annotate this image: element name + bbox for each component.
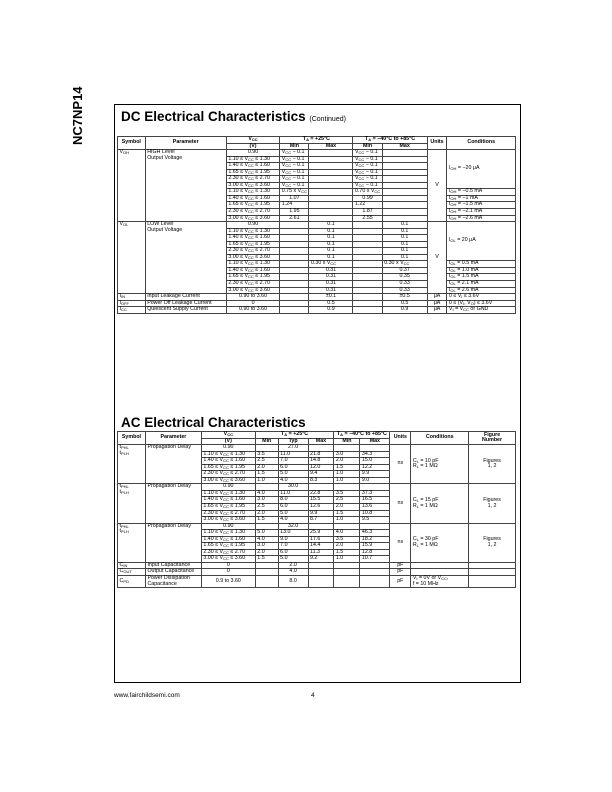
table-cell: 2.61 xyxy=(280,215,309,222)
table-cell: $1.40 \le V_{CC} \le 1.60$ xyxy=(201,497,255,504)
table-cell: 0.5 xyxy=(309,300,353,307)
table-cell: 18.2 xyxy=(360,536,390,543)
dc-section-title: DC Electrical Characteristics (Continued) xyxy=(121,109,346,124)
table-cell: 3.5 xyxy=(255,451,278,458)
table-cell: 8.0 xyxy=(278,497,308,504)
table-cell: $V_{CC} - 0.1$ xyxy=(353,163,382,170)
table-cell: $1.65 \le V_{CC} \le 1.95$ xyxy=(201,543,255,550)
table-cell: $1.40 \le V_{CC} \le 1.60$ xyxy=(226,163,279,170)
table-cell: 1.22 xyxy=(353,202,382,209)
table-cell: $1.10 \le V_{CC} \le 1.30$ xyxy=(226,156,279,163)
table-cell: 9.5 xyxy=(360,517,390,524)
table-cell: 11.0 xyxy=(278,451,308,458)
table-cell: 14.8 xyxy=(308,458,334,465)
ac-group-0-figures: Figures 1, 2 xyxy=(469,445,516,484)
table-cell: 0.9 xyxy=(309,307,353,314)
ac-header-min: Min xyxy=(334,438,360,445)
table-cell: $V_{CC} - 0.1$ xyxy=(353,169,382,176)
table-cell: μA xyxy=(427,294,447,301)
table-cell: 4.0 xyxy=(334,530,360,537)
ac-header-taext: $T_A = -40^\circ C$ to +85°C xyxy=(334,432,390,439)
table-cell: $3.00 \le V_{CC} \le 3.60$ xyxy=(226,254,279,261)
table-cell: 0.30 x $V_{CC}$ xyxy=(382,261,427,268)
table-cell: 2.5 xyxy=(255,504,278,511)
table-cell: 9.9 xyxy=(308,510,334,517)
table-cell: $V_{CC} - 0.1$ xyxy=(280,176,309,183)
ac-header-conditions: Conditions xyxy=(411,432,469,445)
ac-header-figure: Figure Number xyxy=(469,432,516,445)
table-cell: 0.90 xyxy=(226,222,279,229)
vol-unit: V xyxy=(427,222,447,294)
table-cell: 1.5 xyxy=(334,510,360,517)
table-cell: 12.2 xyxy=(360,464,390,471)
table-cell: $1.65 \le V_{CC} \le 1.95$ xyxy=(201,464,255,471)
table-cell: 0.1 xyxy=(309,222,353,229)
ac-header-min: Min xyxy=(255,438,278,445)
table-cell: 1.5 xyxy=(255,556,278,563)
table-cell: $2.30 \le V_{CC} \le 2.70$ xyxy=(201,510,255,517)
footer-url[interactable]: www.fairchildsemi.com xyxy=(114,692,180,699)
table-cell: 2.0 xyxy=(334,543,360,550)
table-cell: 0.1 xyxy=(382,241,427,248)
table-cell: 0.70 x $V_{CC}$ xyxy=(354,188,381,195)
ac-header-max: Max xyxy=(360,438,390,445)
table-cell: 15.0 xyxy=(360,458,390,465)
table-cell: 0.37 xyxy=(382,267,427,274)
ac-group-1-unit: ns xyxy=(390,484,411,523)
table-cell: 1.87 xyxy=(353,209,382,216)
table-cell: 0.90 to 3.60 xyxy=(226,307,279,314)
table-cell: 1.0 xyxy=(255,477,278,484)
table-cell: 0.1 xyxy=(309,235,353,242)
table-cell: 3.0 xyxy=(255,497,278,504)
table-cell: ±0.1 xyxy=(309,294,353,301)
table-cell: 0.5 xyxy=(382,300,427,307)
table-cell: $1.65 \le V_{CC} \le 1.95$ xyxy=(226,274,279,281)
table-cell: 0.1 xyxy=(382,248,427,255)
table-cell: $2.30 \le V_{CC} \le 2.70$ xyxy=(226,281,279,288)
table-cell: 32.0 xyxy=(278,523,308,530)
table-cell: $0 \le (V_I$, $V_O) \le 3.6V$ xyxy=(447,300,516,307)
table-cell: 0.1 xyxy=(309,248,353,255)
table-cell: 0.1 xyxy=(309,228,353,235)
table-cell: 0.90 xyxy=(201,484,255,491)
table-cell: $V_{CC} - 0.1$ xyxy=(280,163,309,170)
table-cell: 0.1 xyxy=(309,254,353,261)
table-cell: 1.0 xyxy=(334,556,360,563)
table-cell: 2.5 xyxy=(255,458,278,465)
vol-parameter: LOW Level Output Voltage xyxy=(145,222,226,294)
table-cell: $1.40 \le V_{CC} \le 1.60$ xyxy=(226,195,279,202)
ac-header-max: Max xyxy=(308,438,334,445)
table-cell: 1.5 xyxy=(255,471,278,478)
table-cell: 4.0 xyxy=(255,536,278,543)
voh-parameter: HIGH Level Output Voltage xyxy=(145,150,226,222)
table-cell: 3.0 xyxy=(334,451,360,458)
table-cell: $0 \le V_I \le 3.6V$ xyxy=(447,294,516,301)
cin-parameter: Input Capacitance xyxy=(145,562,201,569)
ac-header-ta25: $T_A = +25^\circ C$ xyxy=(255,432,334,439)
cpd-parameter: Power Dissipation Capacitance xyxy=(145,576,201,588)
table-cell: 1.0 xyxy=(334,517,360,524)
table-cell: $3.00 \le V_{CC} \le 3.60$ xyxy=(201,556,255,563)
table-cell: 1.24 xyxy=(280,202,309,209)
table-cell: $2.30 \le V_{CC} \le 2.70$ xyxy=(201,549,255,556)
table-cell: 1.0 xyxy=(334,471,360,478)
table-cell: 9.2 xyxy=(308,556,334,563)
table-cell: μA xyxy=(427,307,447,314)
dc-header-min: Min xyxy=(353,143,382,150)
table-cell: pF xyxy=(390,576,411,588)
table-cell: 17.6 xyxy=(308,536,334,543)
cin-symbol: $C_{IN}$ xyxy=(118,562,146,569)
table-cell: $I_{OH} = -0.5$ mA xyxy=(447,189,516,196)
table-cell: $V_{CC} - 0.1$ xyxy=(353,182,382,189)
table-cell: 9.4 xyxy=(308,471,334,478)
table-cell: 1.5 xyxy=(255,517,278,524)
ac-header-typ: Typ xyxy=(278,438,308,445)
table-cell: 0.90 xyxy=(201,445,255,452)
voh-condition-group: $I_{OH} = -20$ μA xyxy=(447,150,516,189)
table-cell: $V_{CC} - 0.1$ xyxy=(353,156,382,163)
table-cell: 0.31 xyxy=(309,281,353,288)
table-cell: $V_{CC} - 0.1$ xyxy=(280,182,309,189)
table-cell: 13.0 xyxy=(278,530,308,537)
table-cell: 9.0 xyxy=(278,536,308,543)
table-cell: 15.9 xyxy=(360,543,390,550)
table-cell: 0.33 xyxy=(382,287,427,294)
table-cell: 0.1 xyxy=(382,254,427,261)
page-number: 4 xyxy=(311,692,315,699)
ac-group-0-parameter: Propagation Delay xyxy=(145,445,201,484)
table-cell: 0.75 x $V_{CC}$ xyxy=(281,188,307,195)
ac-header-units: Units xyxy=(390,432,411,445)
table-cell: 16.5 xyxy=(360,497,390,504)
ac-section-title: AC Electrical Characteristics xyxy=(121,415,306,430)
part-number-side-title: NC7NP14 xyxy=(70,86,85,145)
table-cell: $I_{OH} = -1.5$ mA xyxy=(447,202,516,209)
table-cell: $1.65 \le V_{CC} \le 1.95$ xyxy=(201,504,255,511)
table-cell: 0.1 xyxy=(309,241,353,248)
ac-group-0-conditions: $C_L = 10$ pF $R_L = 1$ MΩ xyxy=(411,445,469,484)
table-cell: 1.5 xyxy=(334,549,360,556)
iin-symbol: $I_{IN}$ xyxy=(118,294,146,301)
table-cell: 27.0 xyxy=(278,445,308,452)
dc-header-max: Max xyxy=(382,143,427,150)
table-cell: 15.5 xyxy=(308,497,334,504)
table-cell: 2.0 xyxy=(255,549,278,556)
table-cell: 0 xyxy=(226,300,279,307)
table-cell: $V_{CC} - 0.1$ xyxy=(280,150,309,157)
table-cell: $2.30 \le V_{CC} \le 2.70$ xyxy=(226,176,279,183)
table-cell: 2.0 xyxy=(255,510,278,517)
table-cell: $V_{CC} - 0.1$ xyxy=(353,150,382,157)
table-cell: 6.0 xyxy=(278,464,308,471)
table-cell: $I_{OL} = 1.0$ mA xyxy=(447,267,516,274)
dc-header-units: Units xyxy=(427,137,447,150)
table-cell: 0.1 xyxy=(382,235,427,242)
table-cell: 2.55 xyxy=(353,215,382,222)
ioff-parameter: Power Off Leakage Current xyxy=(145,300,226,307)
table-cell: 11.0 xyxy=(278,490,308,497)
table-cell: $V_{CC} - 0.1$ xyxy=(280,169,309,176)
ac-group-1-figures: Figures 1, 2 xyxy=(469,484,516,523)
vol-condition-group: $I_{OL} = 20$ μA xyxy=(447,222,516,261)
table-cell: $3.00 \le V_{CC} \le 3.60$ xyxy=(226,287,279,294)
iin-parameter: Input Leakage Current xyxy=(145,294,226,301)
table-cell: $1.10 \le V_{CC} \le 1.30$ xyxy=(201,451,255,458)
table-cell: $V_I = V_{CC}$ or GND xyxy=(447,307,516,314)
table-cell: 12.6 xyxy=(308,504,334,511)
table-cell: μA xyxy=(427,300,447,307)
table-cell: 0.31 xyxy=(309,287,353,294)
dc-characteristics-table xyxy=(117,136,516,314)
dc-header-parameter: Parameter xyxy=(145,137,226,150)
table-cell: 34.3 xyxy=(360,451,390,458)
dc-header-vcc-unit: (V) xyxy=(226,143,279,150)
table-cell: $1.10 \le V_{CC} \le 1.30$ xyxy=(226,189,279,196)
cout-parameter: Output Capacitance xyxy=(145,569,201,576)
table-cell: 6.0 xyxy=(278,504,308,511)
table-cell: $I_{OH} = -2.1$ mA xyxy=(447,209,516,216)
dc-header-vcc: $V_{CC}$ xyxy=(226,137,279,144)
table-cell: 0.1 xyxy=(382,228,427,235)
table-cell: $I_{OL} = 1.5$ mA xyxy=(447,274,516,281)
table-cell: 10.7 xyxy=(360,556,390,563)
table-cell: 0.9 to 3.60 xyxy=(201,576,255,588)
table-cell: ±0.5 xyxy=(382,294,427,301)
ac-group-0-unit: ns xyxy=(390,445,411,484)
table-cell: 25.9 xyxy=(308,530,334,537)
table-cell: 0 xyxy=(201,569,255,576)
table-cell: $1.10 \le V_{CC} \le 1.30$ xyxy=(226,228,279,235)
table-cell: $3.00 \le V_{CC} \le 3.60$ xyxy=(226,215,279,222)
table-cell: pF xyxy=(390,562,411,569)
table-cell: 1.07 xyxy=(280,195,309,202)
table-cell: $1.65 \le V_{CC} \le 1.95$ xyxy=(226,202,279,209)
table-cell: $I_{OL} = 0.5$ mA xyxy=(447,261,516,268)
ac-group-2-figures: Figures 1, 2 xyxy=(469,523,516,562)
cout-symbol: $C_{OUT}$ xyxy=(118,569,146,576)
table-cell: $1.65 \le V_{CC} \le 1.95$ xyxy=(226,169,279,176)
table-cell: 10.8 xyxy=(360,510,390,517)
table-cell: 2.5 xyxy=(334,497,360,504)
table-cell: 1.5 xyxy=(334,464,360,471)
table-cell: pF xyxy=(390,569,411,576)
table-cell: 6.0 xyxy=(278,549,308,556)
table-cell: 5.0 xyxy=(255,530,278,537)
table-cell: 7.0 xyxy=(278,543,308,550)
ac-group-1-symbol: $t_{PHL}$ $t_{PLH}$ xyxy=(118,484,146,523)
table-cell: 0.90 to 3.60 xyxy=(226,294,279,301)
table-cell: 0.9 xyxy=(382,307,427,314)
icc-symbol: $I_{CC}$ xyxy=(118,307,146,314)
table-cell: 0.99 xyxy=(353,195,382,202)
table-cell: $1.40 \le V_{CC} \le 1.60$ xyxy=(201,536,255,543)
ac-group-2-parameter: Propagation Delay xyxy=(145,523,201,562)
ac-group-2-unit: ns xyxy=(390,523,411,562)
table-cell: $1.40 \le V_{CC} \le 1.60$ xyxy=(226,235,279,242)
table-cell: 5.0 xyxy=(278,556,308,563)
table-cell: $I_{OL} = 2.1$ mA xyxy=(447,281,516,288)
ac-group-1-conditions: $C_L = 15$ pF $R_L = 1$ MΩ xyxy=(411,484,469,523)
table-cell: 0.33 xyxy=(382,281,427,288)
vol-symbol: $V_{OL}$ xyxy=(118,222,146,294)
table-cell: 4.0 xyxy=(278,569,308,576)
table-cell: 2.0 xyxy=(255,464,278,471)
table-cell: 11.3 xyxy=(308,549,334,556)
ac-header-vcc-unit: (V) xyxy=(201,438,255,445)
table-cell: 8.7 xyxy=(308,517,334,524)
ac-header-parameter: Parameter xyxy=(145,432,201,445)
table-cell: 5.0 xyxy=(278,471,308,478)
voh-unit: V xyxy=(427,150,447,222)
table-cell: 9.0 xyxy=(360,477,390,484)
ac-group-2-symbol: $t_{PHL}$ $t_{PLH}$ xyxy=(118,523,146,562)
table-cell: 3.5 xyxy=(334,490,360,497)
table-cell: 14.4 xyxy=(308,543,334,550)
dc-header-ta25: $T_A = +25^\circ C$ xyxy=(280,137,353,144)
ioff-symbol: $I_{OFF}$ xyxy=(118,300,146,307)
table-cell: $I_{OH} = -2.6$ mA xyxy=(447,215,516,222)
table-cell: $2.30 \le V_{CC} \le 2.70$ xyxy=(226,248,279,255)
ac-header-vcc: $V_{CC}$ xyxy=(201,432,255,439)
table-cell: 8.3 xyxy=(308,477,334,484)
ac-group-1-parameter: Propagation Delay xyxy=(145,484,201,523)
table-cell: $1.10 \le V_{CC} \le 1.30$ xyxy=(201,490,255,497)
table-cell: 4.0 xyxy=(278,477,308,484)
table-cell: $3.00 \le V_{CC} \le 3.60$ xyxy=(201,477,255,484)
table-cell: 2.0 xyxy=(334,458,360,465)
table-cell: 0.31 xyxy=(309,267,353,274)
ac-group-0-symbol: $t_{PHL}$ $t_{PLH}$ xyxy=(118,445,146,484)
ac-header-symbol: Symbol xyxy=(118,432,146,445)
table-cell: 13.6 xyxy=(360,504,390,511)
dc-header-symbol: Symbol xyxy=(118,137,146,150)
table-cell: $3.00 \le V_{CC} \le 3.60$ xyxy=(226,182,279,189)
table-cell: 7.0 xyxy=(278,458,308,465)
cpd-conditions: $V_I = 0V$ or $V_{CC}$, f = 10 MHz xyxy=(411,576,469,588)
table-cell: 4.0 xyxy=(278,517,308,524)
ac-characteristics-table xyxy=(117,431,516,588)
dc-header-min: Min xyxy=(280,143,309,150)
table-cell: 0.90 xyxy=(201,523,255,530)
table-cell: $1.65 \le V_{CC} \le 1.95$ xyxy=(226,241,279,248)
cpd-symbol: $C_{PD}$ xyxy=(118,576,146,588)
table-cell: 37.3 xyxy=(360,490,390,497)
table-cell: 9.9 xyxy=(360,471,390,478)
table-cell: $1.10 \le V_{CC} \le 1.30$ xyxy=(226,261,279,268)
table-cell: $V_{CC} - 0.1$ xyxy=(353,176,382,183)
table-cell: 22.8 xyxy=(308,490,334,497)
table-cell: 4.0 xyxy=(255,490,278,497)
table-cell: $3.00 \le V_{CC} \le 3.60$ xyxy=(201,517,255,524)
ac-group-2-conditions: $C_L = 30$ pF $R_L = 1$ MΩ xyxy=(411,523,469,562)
table-cell: 46.3 xyxy=(360,530,390,537)
table-cell: 0 xyxy=(201,562,255,569)
icc-parameter: Quiescent Supply Current xyxy=(145,307,226,314)
dc-header-max: Max xyxy=(309,143,353,150)
table-cell: 5.0 xyxy=(278,510,308,517)
table-cell: $I_{OH} = -1$ mA xyxy=(447,195,516,202)
table-cell: 30.0 xyxy=(278,484,308,491)
table-cell: 0.31 xyxy=(309,274,353,281)
table-cell: 8.0 xyxy=(278,576,308,588)
table-cell: 12.0 xyxy=(308,464,334,471)
table-cell: $1.40 \le V_{CC} \le 1.60$ xyxy=(201,458,255,465)
table-cell: 12.8 xyxy=(360,549,390,556)
table-cell: $V_{CC} - 0.1$ xyxy=(280,156,309,163)
table-cell: $I_{OL} = 2.6$ mA xyxy=(447,287,516,294)
table-cell: 3.0 xyxy=(255,543,278,550)
voh-symbol: $V_{OH}$ xyxy=(118,150,146,222)
table-cell: 0.1 xyxy=(382,222,427,229)
table-cell: 3.5 xyxy=(334,536,360,543)
table-cell: 0.90 xyxy=(226,150,279,157)
table-cell: $2.30 \le V_{CC} \le 2.70$ xyxy=(226,209,279,216)
dc-header-taext: $T_A = -40^\circ C$ to +85°C xyxy=(353,137,427,144)
table-cell: 1.0 xyxy=(334,477,360,484)
table-cell: 2.0 xyxy=(278,562,308,569)
table-cell: 0.35 xyxy=(382,274,427,281)
table-cell: $2.30 \le V_{CC} \le 2.70$ xyxy=(201,471,255,478)
table-cell: $1.10 \le V_{CC} \le 1.30$ xyxy=(201,530,255,537)
table-cell: 2.0 xyxy=(334,504,360,511)
table-cell: 21.8 xyxy=(308,451,334,458)
table-cell: 0.30 x $V_{CC}$ xyxy=(309,261,353,268)
table-cell: $1.40 \le V_{CC} \le 1.60$ xyxy=(226,267,279,274)
table-cell: 1.95 xyxy=(280,209,309,216)
dc-header-conditions: Conditions xyxy=(447,137,516,150)
